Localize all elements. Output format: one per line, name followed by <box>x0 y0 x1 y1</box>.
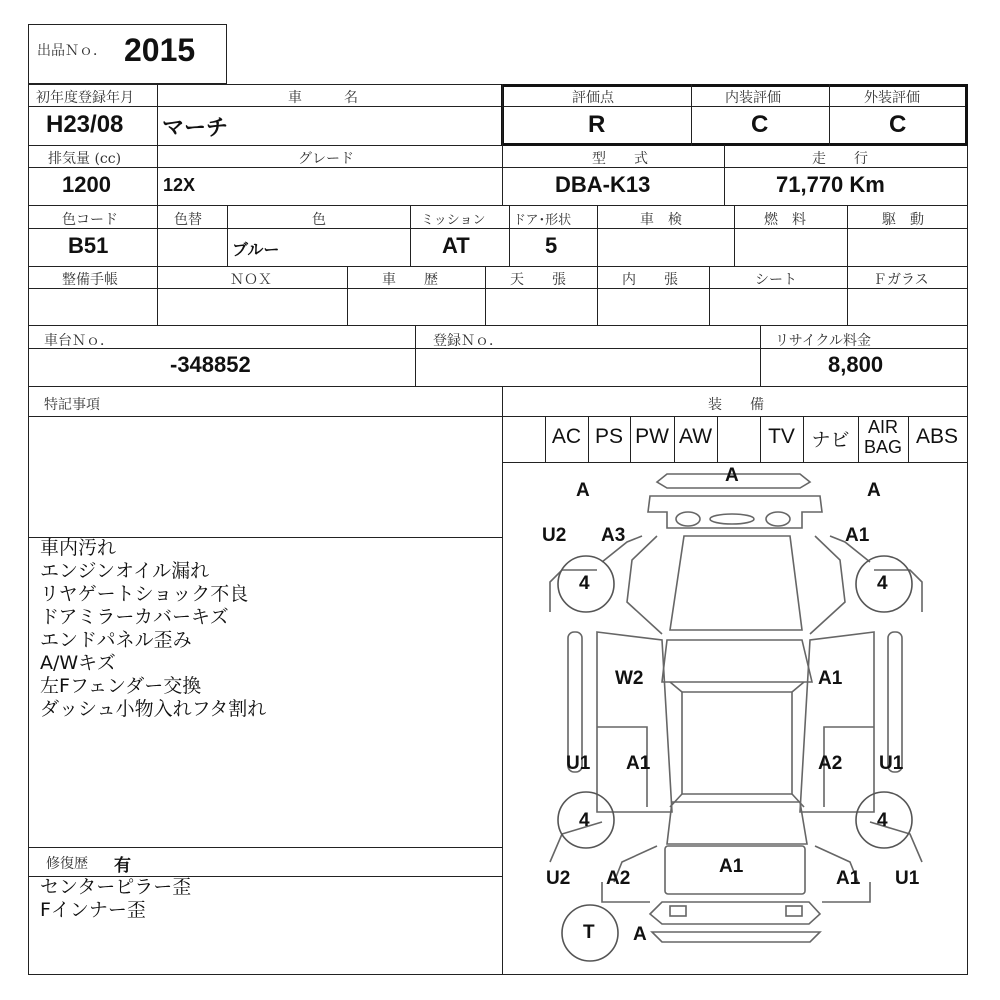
model-value: DBA-K13 <box>555 172 651 197</box>
code-a1-rear: A1 <box>719 856 744 877</box>
code-w2: W2 <box>615 668 644 689</box>
tire-rr: 4 <box>877 810 888 831</box>
first-reg-value: H23/08 <box>46 111 124 138</box>
doors-label: ドア･形状 <box>513 213 572 228</box>
code-a1-right: A1 <box>818 668 843 689</box>
score-value: R <box>588 111 606 138</box>
code-u1-left: U1 <box>566 753 591 774</box>
lot-number: 2015 <box>124 32 196 68</box>
code-u2-fl: U2 <box>542 525 567 546</box>
equip-ps: PS <box>594 425 623 448</box>
glass-label: Ｆガラス <box>873 272 929 288</box>
equip-abs: ABS <box>915 425 959 448</box>
code-rear-a: A <box>633 924 647 945</box>
displacement-value: 1200 <box>62 172 111 197</box>
fuel-label: 燃 料 <box>764 212 806 228</box>
recycle-value: 8,800 <box>828 352 884 377</box>
code-u1-right: U1 <box>879 753 904 774</box>
grade-value: 12X <box>163 175 196 195</box>
repair-value: 有 <box>114 856 131 876</box>
recycle-label: リサイクル料金 <box>775 333 872 349</box>
note-line: A/Wキズ <box>40 652 116 674</box>
note-line: リヤゲートショック不良 <box>40 583 249 605</box>
tire-fl: 4 <box>579 573 590 594</box>
interior-trim-label: 内 張 <box>622 272 678 288</box>
tire-fr: 4 <box>877 573 888 594</box>
code-front: A <box>725 465 739 486</box>
car-diagram <box>502 462 968 975</box>
repair-line: Fインナー歪 <box>40 899 146 921</box>
maintenance-label: 整備手帳 <box>62 272 118 288</box>
note-line: エンジンオイル漏れ <box>40 560 210 582</box>
code-u1-rr: U1 <box>895 868 920 889</box>
code-a2-right: A2 <box>818 753 843 774</box>
equip-pw: PW <box>635 425 669 448</box>
transmission-label: ミッション <box>421 213 486 228</box>
history-label: 車 歴 <box>382 272 438 288</box>
repaint-label: 色替 <box>174 212 202 228</box>
tire-rl: 4 <box>579 810 590 831</box>
car-name-value: マーチ <box>162 116 229 141</box>
color-label: 色 <box>312 212 326 228</box>
chassis-value: -348852 <box>170 352 251 377</box>
inspection-label: 車 検 <box>640 212 682 228</box>
code-a1-rr: A1 <box>836 868 861 889</box>
score-label: 評価点 <box>572 90 614 106</box>
note-line: ドアミラーカバーキズ <box>40 606 229 628</box>
color-code-value: B51 <box>68 233 109 258</box>
code-a2-rl: A2 <box>606 868 631 889</box>
exterior-value: C <box>889 111 907 138</box>
exterior-label: 外装評価 <box>864 90 920 106</box>
drive-label: 駆 動 <box>882 212 924 228</box>
code-u2-rl: U2 <box>546 868 571 889</box>
reg-label: 登録Ｎｏ． <box>433 333 503 349</box>
spare-tire: T <box>583 922 595 943</box>
code-a1-left: A1 <box>626 753 651 774</box>
grade-label: グレード <box>298 151 354 167</box>
doors-value: 5 <box>545 233 558 258</box>
car-name-label: 車 名 <box>288 90 358 106</box>
code-top-right: A <box>867 480 881 501</box>
note-line: ダッシュ小物入れフタ割れ <box>40 698 267 720</box>
note-line: 車内汚れ <box>40 537 117 559</box>
displacement-label: 排気量 (cc) <box>48 151 122 167</box>
color-code-label: 色コード <box>62 212 118 228</box>
equip-ac: AC <box>551 425 582 448</box>
model-label: 型 式 <box>592 151 648 167</box>
transmission-value: AT <box>442 233 470 258</box>
first-reg-label: 初年度登録年月 <box>36 90 134 106</box>
repair-label: 修復歴 <box>46 856 88 872</box>
chassis-label: 車台Ｎｏ． <box>44 333 114 349</box>
seat-label: シート <box>755 272 797 288</box>
interior-label: 内装評価 <box>725 90 781 106</box>
mileage-value: 71,770 Km <box>776 172 885 197</box>
note-line: 左Fフェンダー交換 <box>40 675 202 697</box>
roof-label: 天 張 <box>510 272 566 288</box>
color-value: ブルー <box>232 240 280 259</box>
lot-number-label: 出品Ｎｏ． <box>37 43 107 59</box>
mileage-label: 走 行 <box>812 151 868 167</box>
equip-navi: ナビ <box>811 429 850 451</box>
interior-value: C <box>751 111 769 138</box>
equip-aw: AW <box>678 425 713 448</box>
repair-line: センターピラー歪 <box>40 876 192 898</box>
notes-label: 特記事項 <box>44 397 100 413</box>
note-line: エンドパネル歪み <box>40 629 192 651</box>
code-a3-fl: A3 <box>601 525 626 546</box>
nox-label: ＮＯＸ <box>230 272 272 288</box>
equip-airbag: AIR BAG <box>863 417 902 457</box>
code-a1-fr: A1 <box>845 525 870 546</box>
equipment-label: 装 備 <box>708 397 764 413</box>
equip-tv: TV <box>768 425 795 448</box>
code-top-left: A <box>576 480 590 501</box>
